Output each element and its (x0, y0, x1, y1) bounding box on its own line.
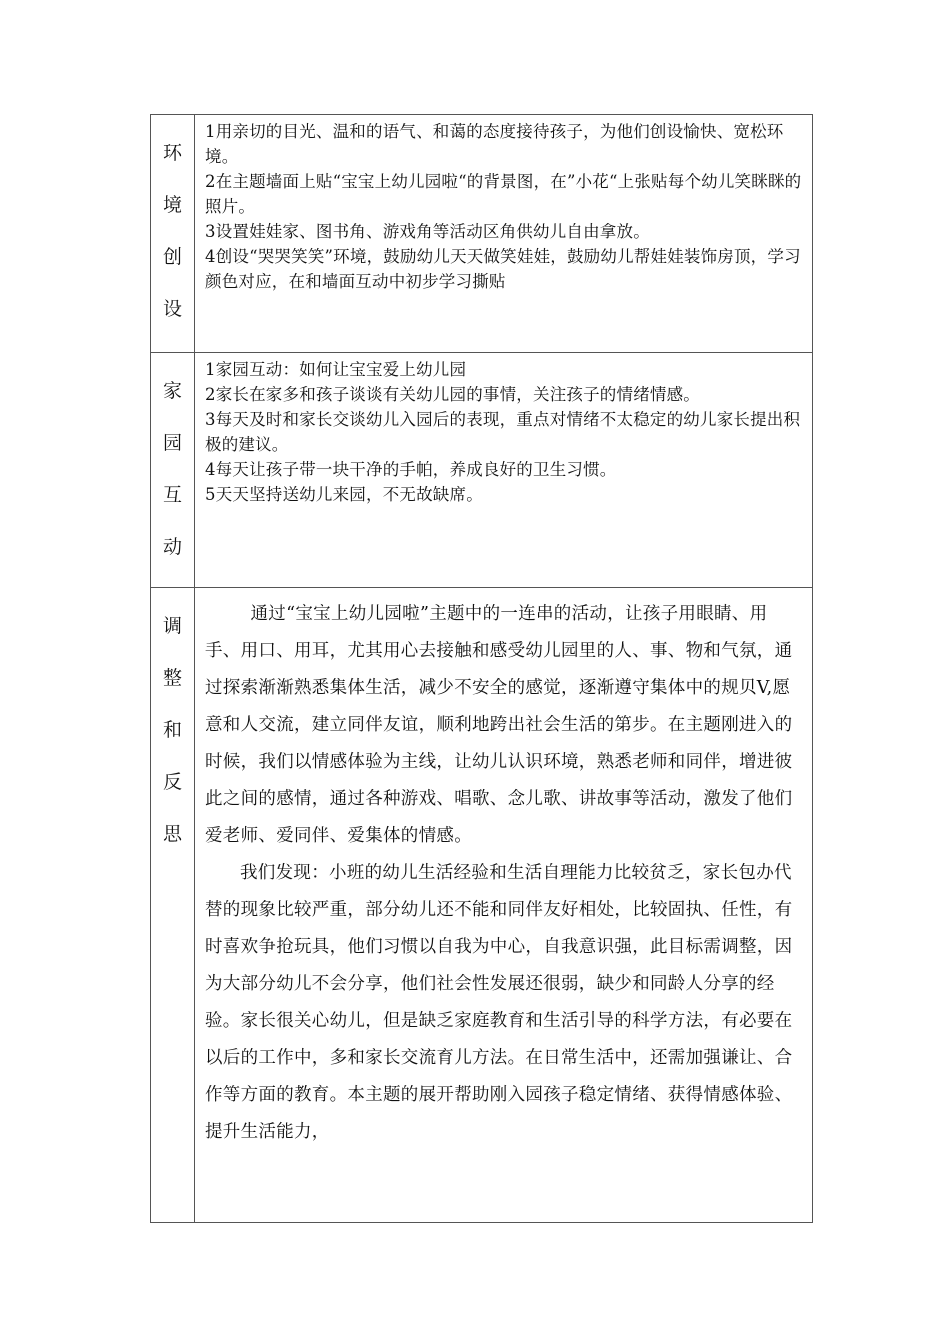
table-row-home-school (151, 353, 813, 588)
table-row-reflection (151, 588, 813, 1223)
label-char: 境 (162, 194, 182, 216)
label-char: 整 (162, 667, 182, 689)
label-char: 设 (162, 298, 182, 320)
home-school-label-cell (151, 353, 195, 588)
section-label-reflection (151, 588, 194, 860)
label-char: 和 (162, 719, 182, 741)
reflection-paragraph: 通过“宝宝上幼儿园啦”主题中的一连串的活动，让孩子用眼睛、用手、用口、用耳，尤其用心去接触和感受幼儿园里的人、事、物和气氛，通过探索渐渐熟悉集体生活，减少不安全的感觉，逐渐遵守集体中的规贝V,愿意和人交流，建立同伴友谊，顺利地跨出社会生活的第步。在主题刚进入的时候，我们以情感体验为主线，让幼儿认识环境，熟悉老师和同伴，增进彼此之间的感情，通过各种游戏、唱歌、念儿歌、讲故事等活动，激发了他们爱老师、爱同伴、爱集体的情感。 (205, 604, 793, 846)
list-item: 3设置娃娃家、图书角、游戏角等活动区角供幼儿自由拿放。 (205, 222, 650, 241)
section-label-home-school (151, 353, 194, 573)
list-item: 4每天让孩子带一块干净的手帕，养成良好的卫生习惯。 (205, 460, 617, 479)
environment-content-cell (195, 115, 813, 353)
environment-label-cell (151, 115, 195, 353)
list-item: 3每天及时和家长交谈幼儿入园后的表现，重点对情绪不太稳定的幼儿家长提出积极的建议。 (205, 410, 801, 454)
reflection-content-cell (195, 588, 813, 1223)
reflection-paragraph: 我们发现：小班的幼儿生活经验和生活自理能力比较贫乏，家长包办代替的现象比较严重，部分幼儿还不能和同伴友好相处，比较固执、任性，有时喜欢争抢玩具，他们习惯以自我为中心，自我意识强，此目标需调整，因为大部分幼儿不会分享，他们社会性发展还很弱，缺少和同龄人分享的经验。家长很关心幼儿，但是缺乏家庭教育和生活引导的科学方法，有必要在以后的工作中，多和家长交流育儿方法。在日常生活中，还需加强谦让、合作等方面的教育。本主题的展开帮助刚入园孩子稳定情绪、获得情感体验、提升生活能力， (205, 863, 793, 1142)
label-char: 调 (162, 615, 182, 637)
label-char: 思 (162, 823, 182, 845)
list-item: 4创设“哭哭笑笑”环境，鼓励幼儿天天做笑娃娃，鼓励幼儿帮娃娃装饰房顶，学习颜色对应，在和墙面互动中初步学习撕贴 (205, 247, 801, 291)
list-item: 5天天坚持送幼儿来园，不无故缺席。 (205, 485, 483, 504)
label-char: 园 (162, 432, 182, 454)
label-char: 反 (162, 771, 182, 793)
label-char: 互 (162, 484, 182, 506)
table-row-environment (151, 115, 813, 353)
section-label-environment (151, 115, 194, 335)
reflection-label-cell (151, 588, 195, 1223)
label-char: 环 (162, 142, 182, 164)
label-char: 创 (162, 246, 182, 268)
list-item: 1用亲切的目光、温和的语气、和蔼的态度接待孩子，为他们创设愉快、宽松环境。 (205, 122, 784, 166)
plan-table (150, 114, 813, 1223)
list-item: 2在主题墙面上贴“宝宝上幼儿园啦“的背景图，在”小花“上张贴每个幼儿笑眯眯的照片。 (205, 172, 802, 216)
label-char: 动 (162, 536, 182, 558)
list-item: 2家长在家多和孩子谈谈有关幼儿园的事情，关注孩子的情绪情感。 (205, 385, 700, 404)
list-item: 1家园互动：如何让宝宝爱上幼儿园 (205, 360, 467, 379)
home-school-content-cell (195, 353, 813, 588)
label-char: 家 (162, 380, 182, 402)
